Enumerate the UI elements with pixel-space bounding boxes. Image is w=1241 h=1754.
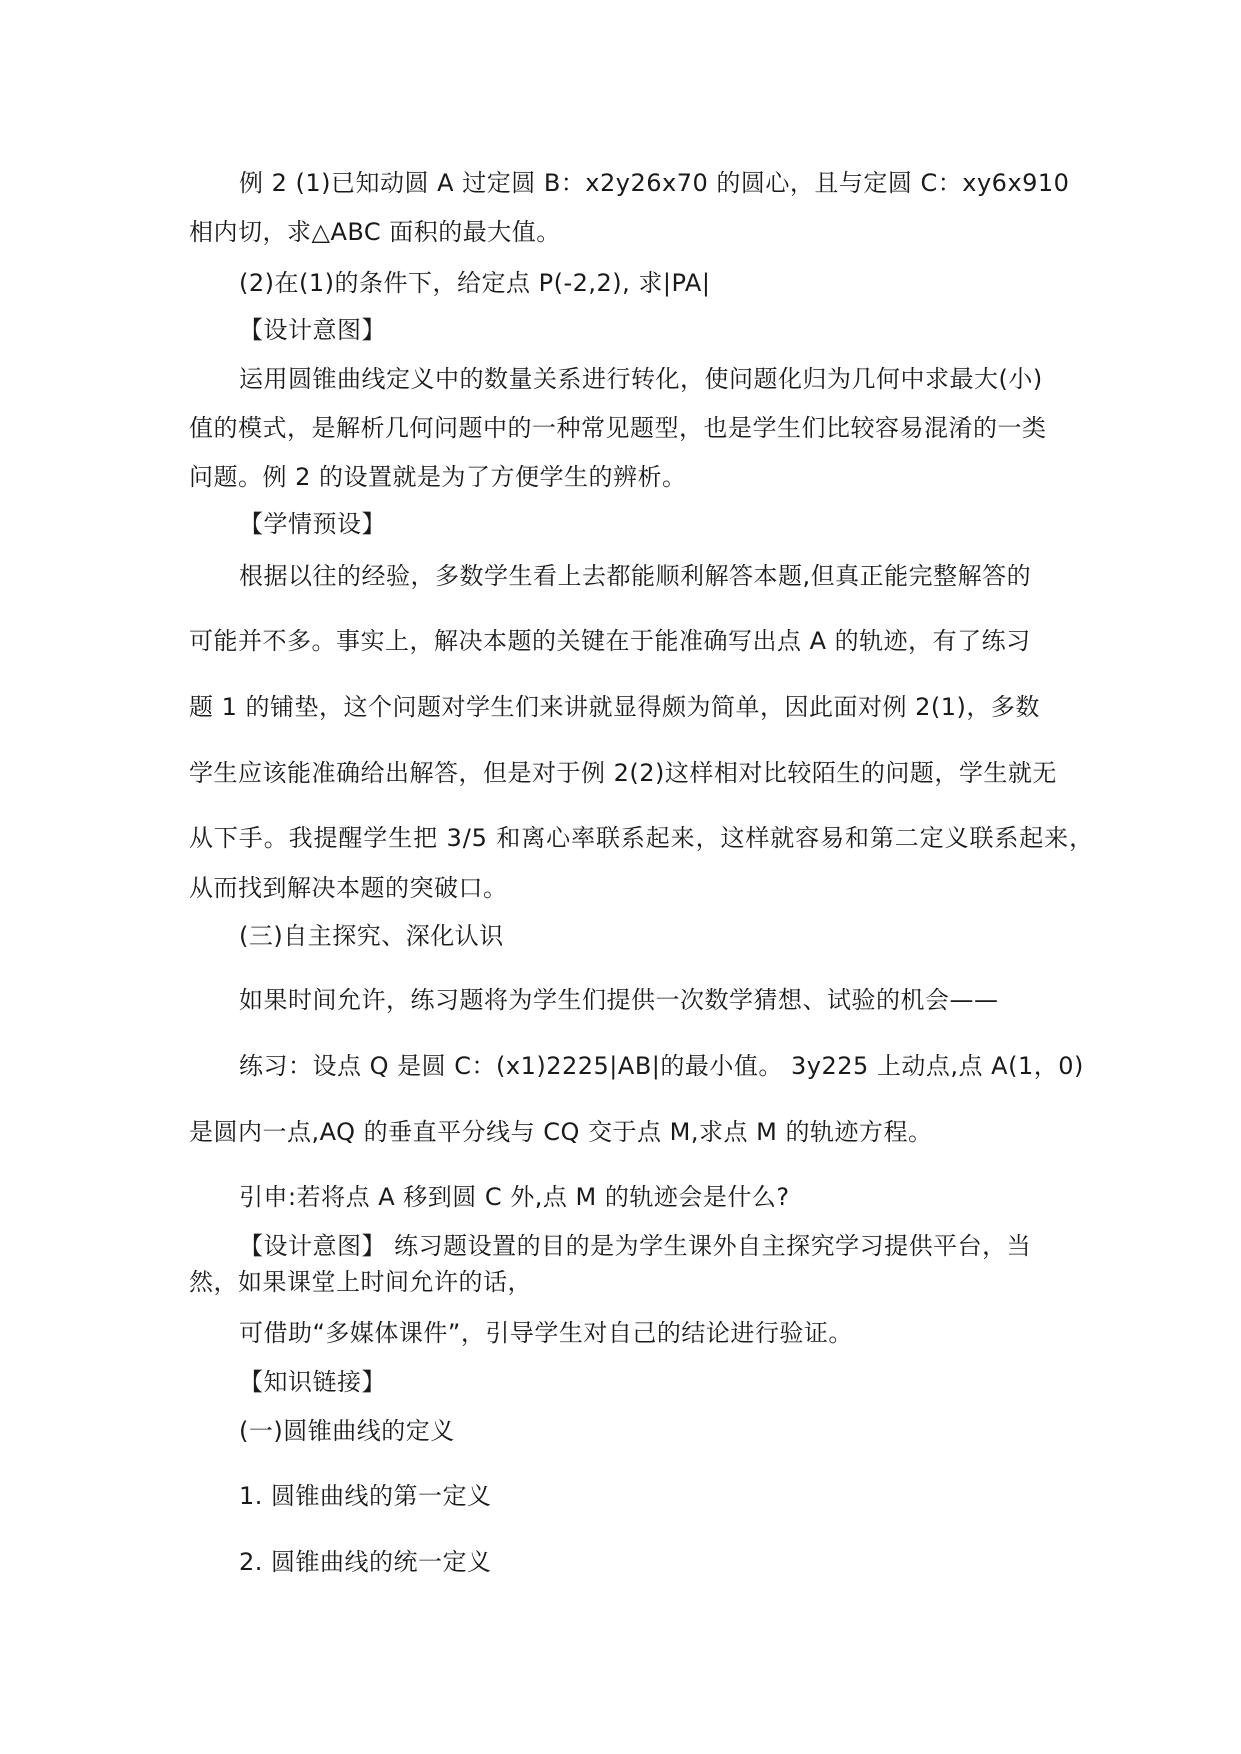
knowledge-link-heading: 【知识链接】 [239, 1368, 386, 1396]
extension-question: 引申:若将点 A 移到圆 C 外,点 M 的轨迹会是什么? [239, 1183, 790, 1211]
section3-title: (三)自主探究、深化认识 [239, 922, 504, 950]
design-intent-heading: 【设计意图】 [239, 316, 386, 344]
learning-preset-line: 根据以往的经验，多数学生看上去都能顺利解答本题,但真正能完整解答的 [239, 562, 1032, 590]
learning-preset-line: 题 1 的铺垫，这个问题对学生们来讲就显得颇为简单，因此面对例 2(1)，多数 [189, 693, 1040, 721]
list-item: 2. 圆锥曲线的统一定义 [239, 1548, 492, 1576]
knowledge-link-subheading: (一)圆锥曲线的定义 [239, 1417, 455, 1445]
design-intent2-line1: 【设计意图】 练习题设置的目的是为学生课外自主探究学习提供平台，当 [239, 1232, 1032, 1260]
exercise-line2: 是圆内一点,AQ 的垂直平分线与 CQ 交于点 M,求点 M 的轨迹方程。 [189, 1118, 933, 1146]
exercise-line1: 练习：设点 Q 是圆 C：(x1)2225|AB|的最小值。 3y225 上动点,点 A(1，0) [239, 1052, 1084, 1080]
section3-intro: 如果时间允许，练习题将为学生们提供一次数学猜想、试验的机会—— [239, 986, 999, 1014]
learning-preset-line: 从而找到解决本题的突破口。 [189, 874, 508, 902]
design-intent-line: 问题。例 2 的设置就是为了方便学生的辨析。 [189, 463, 687, 491]
example2-line3: (2)在(1)的条件下，给定点 P(-2,2), 求|PA| [239, 269, 711, 297]
list-item: 1. 圆锥曲线的第一定义 [239, 1482, 492, 1510]
example2-line2: 相内切，求△ABC 面积的最大值。 [189, 218, 561, 246]
design-intent-line: 值的模式，是解析几何问题中的一种常见题型，也是学生们比较容易混淆的一类 [189, 414, 1047, 442]
learning-preset-heading: 【学情预设】 [239, 510, 386, 538]
learning-preset-line: 可能并不多。事实上，解决本题的关键在于能准确写出点 A 的轨迹，有了练习 [189, 627, 1031, 655]
learning-preset-line: 学生应该能准确给出解答，但是对于例 2(2)这样相对比较陌生的问题，学生就无 [189, 759, 1057, 787]
design-intent2-line2: 然，如果课堂上时间允许的话， [189, 1268, 532, 1296]
design-intent2-line3: 可借助“多媒体课件”，引导学生对自己的结论进行验证。 [239, 1319, 853, 1347]
example2-line1: 例 2 (1)已知动圆 A 过定圆 B：x2y26x70 的圆心，且与定圆 C：xy6x910 [239, 169, 1070, 197]
learning-preset-line: 从下手。我提醒学生把 3/5 和离心率联系起来，这样就容易和第二定义联系起来， [189, 824, 1094, 852]
design-intent-line: 运用圆锥曲线定义中的数量关系进行转化，使问题化归为几何中求最大(小) [239, 365, 1043, 393]
